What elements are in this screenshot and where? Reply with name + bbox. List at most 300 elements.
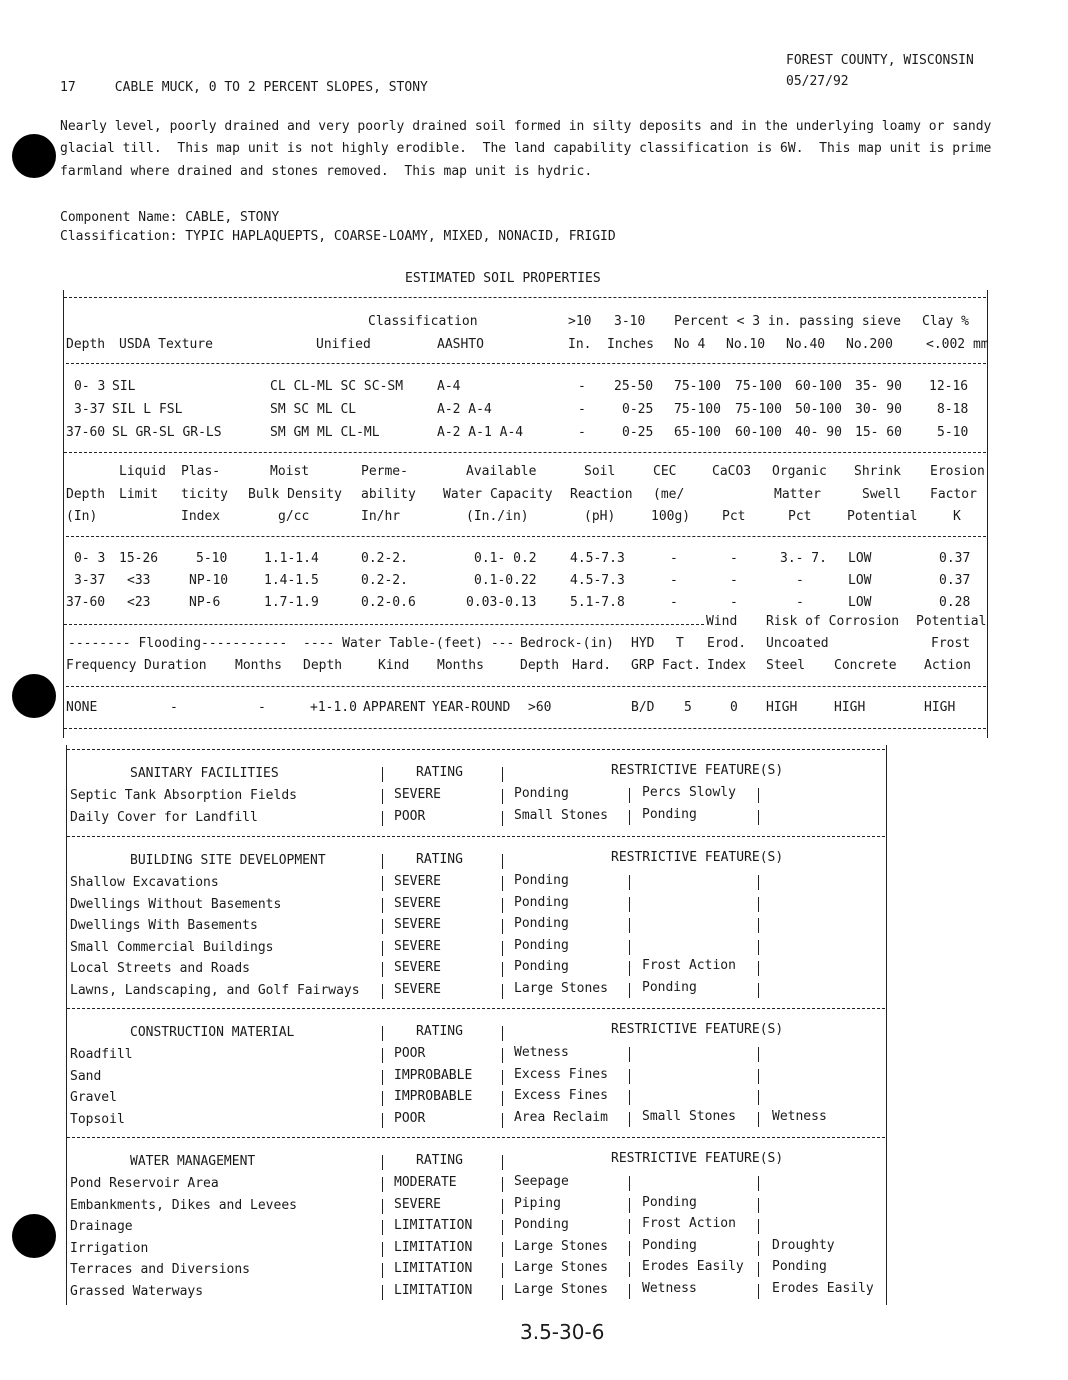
interpretation-name: Terraces and Diversions [70, 1262, 251, 1277]
column-divider [502, 1026, 503, 1041]
table-cell: 0- 3 [74, 551, 106, 566]
table-cell: NP-6 [189, 595, 221, 610]
column-header: (In./in) [466, 509, 529, 524]
column-divider [382, 1155, 383, 1170]
interpretation-name: Dwellings Without Basements [70, 896, 282, 912]
column-header: HYD [631, 636, 655, 651]
column-header: Potential [847, 509, 918, 524]
column-divider [502, 941, 503, 956]
map-unit-title: 17 CABLE MUCK, 0 TO 2 PERCENT SLOPES, STONY [60, 80, 428, 95]
column-divider [629, 1047, 630, 1062]
column-header: No.10 [726, 337, 766, 352]
column-header: Fact. [662, 658, 702, 673]
table1-header-rule [66, 363, 986, 364]
restrictive-feature: Ponding [514, 916, 569, 931]
column-divider [629, 1069, 630, 1084]
restrictive-feature: Droughty [772, 1237, 835, 1253]
table-cell: - [578, 402, 586, 417]
column-divider [758, 1284, 759, 1299]
column-divider [502, 811, 503, 826]
column-divider [382, 789, 383, 804]
column-header: In. [568, 337, 592, 352]
table-cell: 8-18 [937, 402, 969, 417]
report-date: 05/27/92 [786, 74, 849, 89]
column-divider [382, 962, 383, 977]
column-divider [382, 898, 383, 913]
column-header: AASHTO [437, 337, 484, 352]
restrictive-feature: Small Stones [642, 1108, 736, 1124]
restrictive-feature: Excess Fines [514, 1066, 608, 1082]
table-cell: 1.4-1.5 [264, 573, 319, 588]
column-divider [502, 1263, 503, 1278]
interpretation-rating: SEVERE [394, 938, 441, 954]
column-divider [502, 854, 503, 869]
column-divider [758, 897, 759, 912]
table-cell: 0 [730, 700, 738, 715]
column-divider [758, 1176, 759, 1191]
interpretation-name: Drainage [70, 1219, 133, 1234]
column-divider [758, 1090, 759, 1105]
restrictive-feature: Ponding [514, 786, 569, 801]
interpretation-name: Gravel [70, 1090, 117, 1105]
table-cell: - [258, 700, 266, 715]
column-header: Erosion [930, 464, 985, 479]
restrictive-feature: Ponding [642, 806, 697, 822]
sections-right-border [886, 745, 887, 1305]
restrictive-feature: Large Stones [514, 1238, 608, 1254]
column-header: No.200 [846, 337, 893, 352]
restrictive-feature: Ponding [772, 1259, 827, 1274]
column-divider [502, 1113, 503, 1128]
column-header: Months [235, 658, 282, 673]
column-divider [502, 1199, 503, 1214]
interpretation-rating: MODERATE [394, 1175, 457, 1190]
column-divider [758, 1241, 759, 1256]
restrictive-feature: Ponding [642, 1194, 697, 1210]
column-header: Duration [144, 658, 207, 673]
punch-hole-middle [12, 674, 56, 718]
restrictive-feature: Area Reclaim [514, 1109, 608, 1125]
table-cell: - [670, 551, 678, 566]
page-number: 3.5-30-6 [520, 1320, 605, 1344]
punch-hole-bottom [12, 1214, 56, 1258]
restrictive-feature: Wetness [514, 1045, 569, 1060]
column-header: Liquid [119, 464, 166, 479]
table-cell: 5 [684, 700, 692, 715]
column-header: Depth [66, 337, 106, 352]
table-cell: - [670, 573, 678, 588]
column-header: Reaction [570, 487, 633, 502]
column-header: USDA Texture [119, 337, 213, 352]
column-divider [758, 940, 759, 955]
table-cell: SM SC ML CL [270, 402, 357, 417]
rating-label: RATING [416, 765, 463, 780]
column-header: ---- Water Table-(feet) --- [303, 636, 515, 651]
table-cell: - [670, 595, 678, 610]
table-cell: 1.1-1.4 [264, 551, 319, 566]
restrictive-feature: Piping [514, 1195, 561, 1211]
rating-label: RATING [416, 852, 463, 867]
column-header: Shrink [854, 464, 901, 479]
column-header: Moist [270, 464, 310, 479]
column-header: -------- Flooding----------- [68, 636, 288, 651]
table-cell: HIGH [924, 700, 956, 715]
section-rule [67, 749, 885, 750]
restrictive-feature: Frost Action [642, 958, 736, 973]
column-divider [629, 1198, 630, 1213]
restrictive-feature: Frost Action [642, 1216, 736, 1231]
column-divider [382, 1091, 383, 1106]
column-divider [382, 1070, 383, 1085]
table-cell: 50-100 [795, 402, 842, 417]
restrictive-feature-label: RESTRICTIVE FEATURE(S) [611, 763, 784, 778]
description-line-2: glacial till. This map unit is not highly erodible. The land capability classification is 6W. This map unit is prime [60, 141, 992, 156]
column-divider [502, 1155, 503, 1170]
table-cell: 0.2-2. [361, 573, 408, 588]
column-header: K [953, 509, 961, 524]
table3-header-rule [66, 686, 986, 687]
column-header: Index [707, 658, 747, 673]
restrictive-feature: Ponding [514, 894, 569, 910]
interpretation-name: Daily Cover for Landfill [70, 809, 258, 825]
column-header: Clay % [922, 314, 969, 329]
table-cell: - [730, 595, 738, 610]
column-divider [629, 1219, 630, 1234]
column-divider [382, 941, 383, 956]
section-rule [67, 1008, 885, 1009]
column-header: Erod. [707, 636, 747, 651]
column-header: Kind [378, 658, 410, 673]
column-divider [758, 1069, 759, 1084]
column-header: Index [181, 509, 221, 524]
table-cell: CL CL-ML SC SC-SM [270, 379, 404, 394]
table-cell: 0.37 [939, 573, 971, 588]
interpretation-rating: LIMITATION [394, 1261, 473, 1276]
column-divider [382, 1048, 383, 1063]
interpretation-name: Roadfill [70, 1047, 133, 1062]
interpretation-rating: POOR [394, 808, 426, 824]
column-divider [758, 1198, 759, 1213]
column-header: Plas- [181, 464, 221, 479]
table-cell: 3-37 [74, 573, 106, 588]
column-divider [758, 1262, 759, 1277]
column-header: Steel [766, 658, 806, 673]
table-cell: LOW [848, 573, 872, 588]
interpretation-rating: SEVERE [394, 787, 441, 802]
restrictive-feature: Large Stones [514, 1260, 608, 1275]
restrictive-feature: Wetness [642, 1280, 697, 1296]
restrictive-feature: Percs Slowly [642, 785, 736, 800]
interpretation-name: Lawns, Landscaping, and Golf Fairways [70, 982, 360, 998]
table-cell: 15- 60 [855, 425, 902, 440]
column-divider [629, 1090, 630, 1105]
table-cell: - [170, 700, 178, 715]
table-cell: SL GR-SL GR-LS [112, 425, 222, 440]
table-cell: 0.03-0.13 [466, 595, 537, 610]
restrictive-feature: Ponding [514, 873, 569, 888]
column-divider [382, 1113, 383, 1128]
column-header: Depth [520, 658, 560, 673]
column-header: Matter [774, 487, 821, 502]
table2-bottom-rule [64, 624, 704, 625]
column-divider [382, 1220, 383, 1235]
restrictive-feature: Erodes Easily [772, 1280, 874, 1296]
table-cell: - [730, 573, 738, 588]
table-cell: 75-100 [735, 402, 782, 417]
column-header: Swell [862, 487, 902, 502]
table-cell: 75-100 [674, 402, 721, 417]
column-header: Bulk Density [248, 487, 342, 502]
interpretation-rating: SEVERE [394, 960, 441, 975]
column-divider [502, 1177, 503, 1192]
column-divider [629, 897, 630, 912]
table-cell: 30- 90 [855, 402, 902, 417]
column-divider [758, 961, 759, 976]
interpretation-rating: IMPROBABLE [394, 1089, 473, 1104]
table-cell: >60 [528, 700, 552, 715]
column-header: Pct [722, 509, 746, 524]
component-classification: Classification: TYPIC HAPLAQUEPTS, COARSE-LOAMY, MIXED, NONACID, FRIGID [60, 229, 616, 244]
table-cell: 37-60 [66, 425, 106, 440]
table-cell: NP-10 [189, 573, 229, 588]
column-divider [629, 983, 630, 998]
table-cell: 0.37 [939, 551, 971, 566]
column-header: In/hr [361, 509, 401, 524]
column-header: Inches [607, 337, 654, 352]
column-header: Concrete [834, 658, 897, 673]
column-divider [629, 918, 630, 933]
table-cell: - [796, 595, 804, 610]
column-divider [382, 1263, 383, 1278]
table-cell: 4.5-7.3 [570, 573, 625, 588]
column-header: GRP [631, 658, 655, 673]
rating-label: RATING [416, 1153, 463, 1168]
table-cell: YEAR-ROUND [432, 700, 511, 715]
table-cell: APPARENT [363, 700, 426, 715]
restrictive-feature-label: RESTRICTIVE FEATURE(S) [611, 850, 784, 865]
column-divider [629, 940, 630, 955]
table-cell: 12-16 [929, 379, 969, 394]
table2-header-rule [66, 536, 986, 537]
restrictive-feature: Ponding [514, 959, 569, 974]
section-rule [67, 836, 885, 837]
column-divider [382, 1285, 383, 1300]
interpretation-rating: POOR [394, 1046, 426, 1061]
table-cell: - [578, 379, 586, 394]
column-header: (me/ [653, 487, 685, 502]
table-cell: LOW [848, 595, 872, 610]
column-divider [502, 1070, 503, 1085]
table-cell: HIGH [834, 700, 866, 715]
column-header: Limit [119, 487, 159, 502]
interpretation-name: Dwellings With Basements [70, 918, 258, 933]
column-header: <.002 mm [926, 337, 989, 352]
interpretation-name: Small Commercial Buildings [70, 939, 274, 955]
interpretation-name: Irrigation [70, 1240, 149, 1256]
restrictive-feature: Ponding [514, 1217, 569, 1232]
column-header: Risk of Corrosion [766, 614, 900, 629]
column-divider [502, 789, 503, 804]
column-header: No.40 [786, 337, 826, 352]
column-header: 3-10 [614, 314, 646, 329]
column-divider [502, 898, 503, 913]
table-cell: <23 [127, 595, 151, 610]
column-header: >10 [568, 314, 592, 329]
column-header: Classification [368, 314, 478, 329]
column-divider [382, 919, 383, 934]
table-cell: 60-100 [735, 425, 782, 440]
column-header: (pH) [584, 509, 616, 524]
column-divider [758, 983, 759, 998]
table-cell: - [730, 551, 738, 566]
interpretation-rating: LIMITATION [394, 1282, 473, 1298]
interpretation-rating: SEVERE [394, 981, 441, 997]
table-cell: +1-1.0 [310, 700, 357, 715]
column-divider [502, 1285, 503, 1300]
table-right-border [987, 290, 988, 738]
section-title: BUILDING SITE DEVELOPMENT [130, 853, 326, 868]
column-header: ability [361, 487, 416, 502]
sections-left-border [66, 745, 67, 1305]
column-divider [758, 918, 759, 933]
column-divider [758, 1047, 759, 1062]
table-cell: SIL [112, 379, 136, 394]
table-cell: 0.28 [939, 595, 971, 610]
interpretation-name: Shallow Excavations [70, 875, 219, 890]
table-cell: 15-26 [119, 551, 159, 566]
column-divider [502, 1048, 503, 1063]
table-cell: B/D [631, 700, 655, 715]
column-header: Action [924, 658, 971, 673]
column-divider [502, 1220, 503, 1235]
column-divider [629, 875, 630, 890]
table-cell: 0- 3 [74, 379, 106, 394]
table-cell: A-2 A-4 [437, 402, 492, 417]
table-cell: 5-10 [196, 551, 228, 566]
section-title: WATER MANAGEMENT [130, 1154, 256, 1169]
column-divider [502, 1242, 503, 1257]
table-cell: 35- 90 [855, 379, 902, 394]
column-header: Bedrock-(in) [520, 636, 614, 651]
column-header: ticity [181, 487, 228, 502]
table-cell: A-4 [437, 379, 461, 394]
interpretation-rating: SEVERE [394, 1196, 441, 1212]
column-divider [382, 1242, 383, 1257]
table-top-rule [64, 297, 986, 298]
interpretation-rating: SEVERE [394, 895, 441, 911]
table-cell: 0.1- 0.2 [474, 551, 537, 566]
punch-hole-top [12, 134, 56, 178]
table-cell: <33 [127, 573, 151, 588]
restrictive-feature: Large Stones [514, 1281, 608, 1297]
column-header: Factor [930, 487, 977, 502]
column-header: Pct [788, 509, 812, 524]
column-divider [382, 854, 383, 869]
column-header: Depth [303, 658, 343, 673]
table-cell: - [578, 425, 586, 440]
column-divider [758, 810, 759, 825]
table-cell: 40- 90 [795, 425, 842, 440]
restrictive-feature-label: RESTRICTIVE FEATURE(S) [611, 1151, 784, 1166]
table-cell: SM GM ML CL-ML [270, 425, 380, 440]
table-cell: A-2 A-1 A-4 [437, 425, 524, 440]
interpretation-name: Topsoil [70, 1111, 125, 1127]
interpretation-rating: LIMITATION [394, 1239, 473, 1255]
interpretation-rating: POOR [394, 1110, 426, 1126]
column-divider [629, 1241, 630, 1256]
section-rule [67, 1137, 885, 1138]
restrictive-feature: Erodes Easily [642, 1259, 744, 1274]
table-cell: 0.2-0.6 [361, 595, 416, 610]
table1-bottom-rule [64, 452, 986, 453]
column-divider [629, 1176, 630, 1191]
column-header: Wind [706, 614, 738, 629]
table-cell: 60-100 [795, 379, 842, 394]
interpretation-rating: LIMITATION [394, 1218, 473, 1233]
column-divider [382, 1026, 383, 1041]
table-cell: 25-50 [614, 379, 654, 394]
column-divider [502, 876, 503, 891]
column-divider [382, 876, 383, 891]
column-divider [502, 767, 503, 782]
table-cell: 5-10 [937, 425, 969, 440]
column-header: CaCO3 [712, 464, 752, 479]
table-cell: 3-37 [74, 402, 106, 417]
table-cell: 0-25 [622, 425, 654, 440]
table-cell: 1.7-1.9 [264, 595, 319, 610]
table3-bottom-rule [64, 728, 986, 729]
interpretation-name: Local Streets and Roads [70, 961, 251, 976]
table-cell: 65-100 [674, 425, 721, 440]
table-cell: 3.- 7. [780, 551, 827, 566]
column-divider [758, 788, 759, 803]
description-line-1: Nearly level, poorly drained and very poorly drained soil formed in silty deposits and in the underlying loamy or sandy [60, 119, 992, 134]
column-divider [758, 1112, 759, 1127]
table-cell: HIGH [766, 700, 798, 715]
restrictive-feature: Excess Fines [514, 1088, 608, 1103]
table-cell: NONE [66, 700, 98, 715]
column-divider [629, 810, 630, 825]
column-header: Potential [916, 614, 987, 629]
column-divider [502, 1091, 503, 1106]
table-cell: SIL L FSL [112, 402, 183, 417]
restrictive-feature: Large Stones [514, 980, 608, 996]
column-header: Perme- [361, 464, 408, 479]
restrictive-feature: Seepage [514, 1174, 569, 1189]
table-cell: 5.1-7.8 [570, 595, 625, 610]
table-cell: 37-60 [66, 595, 106, 610]
column-divider [758, 1219, 759, 1234]
interpretation-name: Embankments, Dikes and Levees [70, 1197, 297, 1213]
column-header: Water Capacity [443, 487, 553, 502]
section-title: CONSTRUCTION MATERIAL [130, 1025, 295, 1040]
properties-title: ESTIMATED SOIL PROPERTIES [405, 271, 601, 286]
table-cell: 4.5-7.3 [570, 551, 625, 566]
column-header: (In) [66, 509, 98, 524]
column-divider [382, 811, 383, 826]
table-cell: 0-25 [622, 402, 654, 417]
table-cell: 0.2-2. [361, 551, 408, 566]
column-header: Uncoated [766, 636, 829, 651]
column-divider [502, 984, 503, 999]
column-header: g/cc [278, 509, 310, 524]
column-header: Depth [66, 487, 106, 502]
column-header: Soil [584, 464, 616, 479]
column-divider [629, 1262, 630, 1277]
column-divider [382, 1199, 383, 1214]
column-header: T [676, 636, 684, 651]
column-divider [629, 788, 630, 803]
